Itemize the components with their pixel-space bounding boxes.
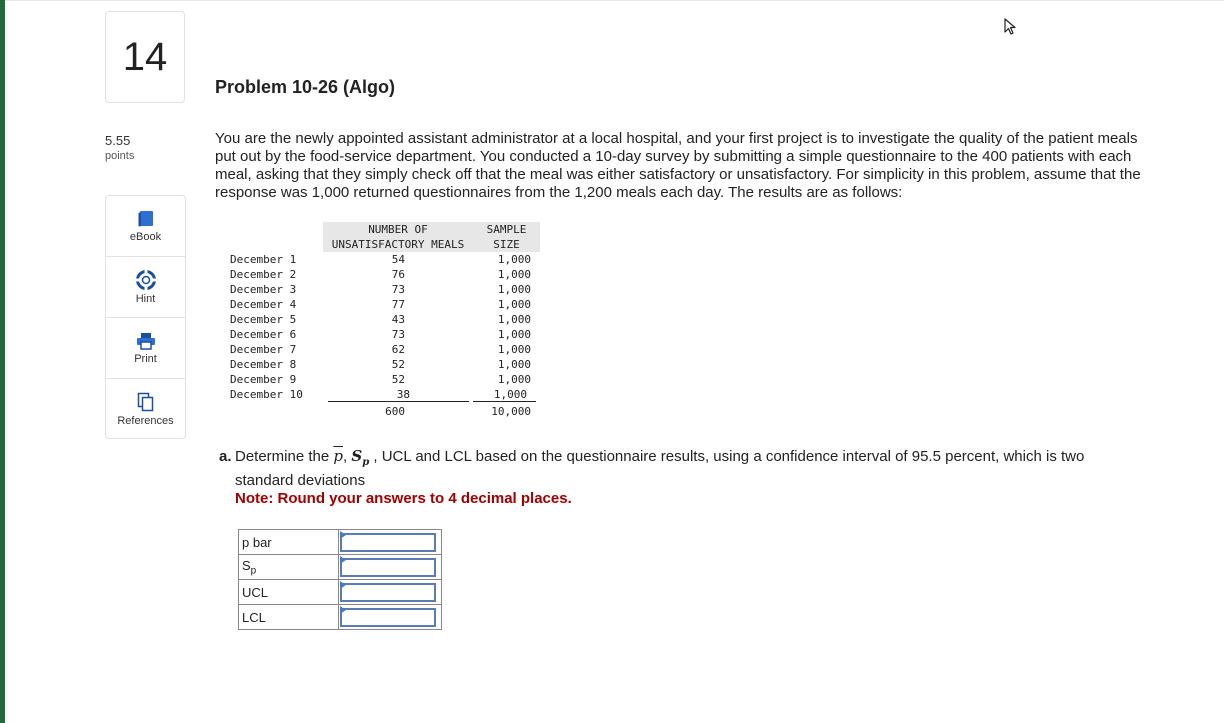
sp-label: $S_p$ (239, 555, 339, 580)
total-sample-size: 10,000 (491, 405, 531, 418)
references-icon (137, 392, 155, 412)
left-accent-rail (0, 0, 5, 723)
ucl-label: UCL (239, 580, 339, 605)
answer-row-lcl (239, 605, 442, 630)
table-row: December 10 38 1,000 (215, 387, 540, 402)
answer-row-pbar (239, 530, 442, 555)
header-unsatisfactory: NUMBER OF UNSATISFACTORY MEALS (323, 222, 473, 252)
required-marker-icon (340, 556, 346, 564)
pbar-input[interactable] (340, 533, 436, 552)
table-row: December 4 77 1,000 (230, 298, 531, 311)
ebook-icon (137, 210, 155, 228)
question-number: 14 (122, 34, 168, 79)
answer-row-sp (239, 555, 442, 580)
lcl-label: LCL (239, 605, 339, 630)
total-unsatisfactory: 600 (385, 405, 405, 418)
top-divider (5, 0, 1224, 1)
table-row: December 9 52 1,000 (230, 373, 531, 386)
points-value: 5.55 (105, 133, 131, 148)
ebook-label: eBook (129, 230, 162, 243)
table-row: December 7 62 1,000 (230, 343, 531, 356)
hint-button[interactable] (106, 257, 185, 318)
required-marker-icon (340, 581, 346, 589)
points-label: points (105, 150, 135, 162)
tools-panel (105, 195, 186, 439)
references-button[interactable] (106, 379, 185, 440)
ebook-button[interactable] (106, 196, 185, 257)
table-row: December 6 73 1,000 (230, 328, 531, 341)
problem-text: You are the newly appointed assistant administrator at a local hospital, and your first project is to investigate the quality of the patient meals put out by the food-service department. You conducted a 10-day survey by submitting a simple questionnaire to the 400 patients with each meal, asking that they simply check off that the meal was either satisfactory or unsatisfactory. For simplicity in this problem, assume that the response was 1,000 returned questionnaires from the 1,200 meals each day. The results are as follows: (215, 130, 1141, 201)
part-a-text-before: Determine the (235, 448, 330, 465)
print-label: Print (134, 352, 157, 365)
table-row: December 1 54 1,000 (230, 253, 531, 266)
data-table (215, 222, 540, 420)
problem-title: Problem 10-26 (Algo) (215, 77, 396, 97)
question-number-box (105, 11, 185, 103)
hint-icon (136, 270, 156, 290)
print-icon (136, 332, 156, 350)
table-row: December 5 43 1,000 (230, 313, 531, 326)
answer-row-ucl (239, 580, 442, 605)
print-button[interactable] (106, 318, 185, 379)
part-a-text-line2: standard deviations (235, 472, 366, 489)
table-header (215, 222, 540, 252)
header-sample-size: SAMPLE SIZE (473, 222, 540, 252)
required-marker-icon (340, 606, 346, 614)
table-row: December 8 52 1,000 (230, 358, 531, 371)
mouse-pointer-icon (1004, 18, 1018, 36)
part-a-text-after: , UCL and LCL based on the questionnaire results, using a confidence interval of 95.5 percent, which is two (373, 448, 1085, 465)
table-total-row (215, 402, 540, 420)
table-row: December 3 73 1,000 (230, 283, 531, 296)
sp-symbol: $S_p$ (351, 447, 370, 468)
part-a-letter: a. (219, 448, 232, 465)
pbar-symbol: $\overline{p}$ (333, 447, 343, 465)
lcl-input[interactable] (340, 608, 436, 627)
ucl-input[interactable] (340, 583, 436, 602)
rounding-note: Note: Round your answers to 4 decimal places. (235, 490, 572, 507)
part-a-question: a. Determine the $\overline{p}$, $S_p$ , UCL and LCL based on the questionnaire results, using a confidence interval of 95.5 percent, which is two standard deviations Note: Round your answers to 4 decimal places. (219, 447, 1144, 508)
references-label: References (117, 415, 174, 427)
pbar-label: p bar (239, 530, 339, 555)
table-row: December 2 76 1,000 (230, 268, 531, 281)
answer-table (238, 529, 442, 630)
required-marker-icon (340, 531, 346, 539)
hint-label: Hint (135, 292, 156, 305)
sp-input[interactable] (340, 558, 436, 577)
